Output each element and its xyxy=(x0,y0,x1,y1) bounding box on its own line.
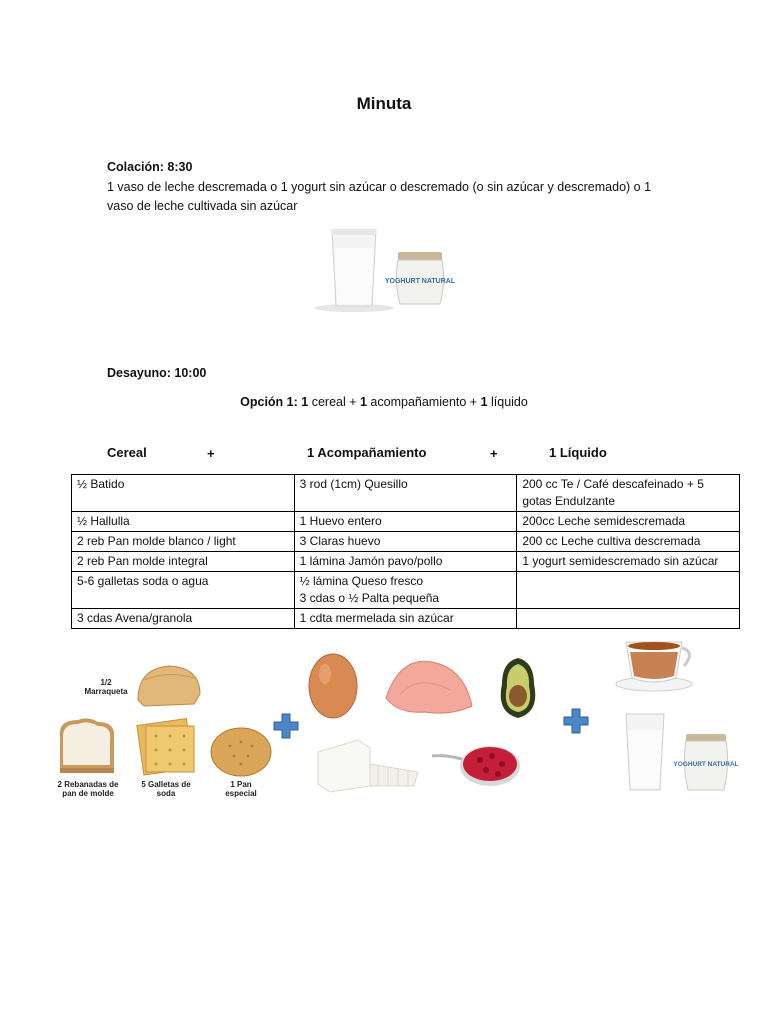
table-cell: 1 cdta mermelada sin azúcar xyxy=(294,609,517,629)
col-header-cereal: Cereal xyxy=(107,445,147,460)
table-cell: 3 cdas Avena/granola xyxy=(72,609,295,629)
table-cell: 3 rod (1cm) Quesillo xyxy=(294,475,517,512)
round-bun-image xyxy=(208,722,274,778)
table-cell: ½ lámina Queso fresco 3 cdas o ½ Palta pequeña xyxy=(294,572,517,609)
table-cell: 3 Claras huevo xyxy=(294,532,517,552)
opcion-line: Opción 1: 1 cereal + 1 acompañamiento + 1 líquido xyxy=(240,395,528,409)
colacion-text: 1 vaso de leche descremada o 1 yogurt sin azúcar o descremado (o sin azúcar y descremado) o 1 vaso de leche cultivada sin azúcar xyxy=(107,180,652,213)
egg-image xyxy=(305,648,361,720)
milk-yogurt-image-2 xyxy=(600,706,746,796)
yoghurt-label-top: YOGHURT NATURAL xyxy=(384,278,456,285)
table-row xyxy=(72,512,740,532)
table-cell: 5-6 galletas soda o agua xyxy=(72,572,295,609)
table-cell: ½ Hallulla xyxy=(72,512,295,532)
sliced-bread-image xyxy=(54,716,122,778)
table-row xyxy=(72,572,740,609)
colacion-heading: Colación: 8:30 xyxy=(107,160,193,174)
crackers-image xyxy=(134,716,200,778)
label-marraqueta: 1/2 Marraqueta xyxy=(84,678,128,696)
table-cell: 2 reb Pan molde blanco / light xyxy=(72,532,295,552)
plus-sign-1: + xyxy=(207,446,215,461)
table-cell: 1 yogurt semidescremado sin azúcar xyxy=(517,552,740,572)
table-cell: 200cc Leche semidescremada xyxy=(517,512,740,532)
table-row xyxy=(72,609,740,629)
label-galletas: 5 Galletas de soda xyxy=(141,780,191,798)
label-pan-molde: 2 Rebanadas de pan de molde xyxy=(57,780,119,798)
avocado-image xyxy=(494,654,542,722)
table-cell: 200 cc Leche cultiva descremada xyxy=(517,532,740,552)
table-cell: 1 lámina Jamón pavo/pollo xyxy=(294,552,517,572)
fresh-cheese-image xyxy=(314,734,426,794)
desayuno-heading: Desayuno: 10:00 xyxy=(107,366,207,380)
table-cell: 2 reb Pan molde integral xyxy=(72,552,295,572)
tea-cup-image xyxy=(614,632,700,694)
table-cell: 1 Huevo entero xyxy=(294,512,517,532)
page-title: Minuta xyxy=(356,94,412,113)
col-header-acompanamiento: 1 Acompañamiento xyxy=(307,445,427,460)
jam-spoon-image xyxy=(430,736,524,792)
milk-yogurt-image xyxy=(304,220,464,315)
plus-icon xyxy=(273,713,299,739)
bread-roll-image xyxy=(134,660,204,710)
table-row xyxy=(72,552,740,572)
ham-image xyxy=(380,654,476,718)
yoghurt-label-bottom: YOGHURT NATURAL xyxy=(673,761,739,768)
table-cell xyxy=(517,609,740,629)
table-cell: 200 cc Te / Café descafeinado + 5 gotas Endulzante xyxy=(517,475,740,512)
col-header-liquido: 1 Líquido xyxy=(549,445,607,460)
options-table xyxy=(71,474,740,629)
table-cell: ½ Batido xyxy=(72,475,295,512)
table-row xyxy=(72,475,740,512)
plus-sign-2: + xyxy=(490,446,498,461)
label-pan-especial: 1 Pan especial xyxy=(225,780,257,798)
table-cell xyxy=(517,572,740,609)
table-row xyxy=(72,532,740,552)
plus-icon xyxy=(563,708,589,734)
